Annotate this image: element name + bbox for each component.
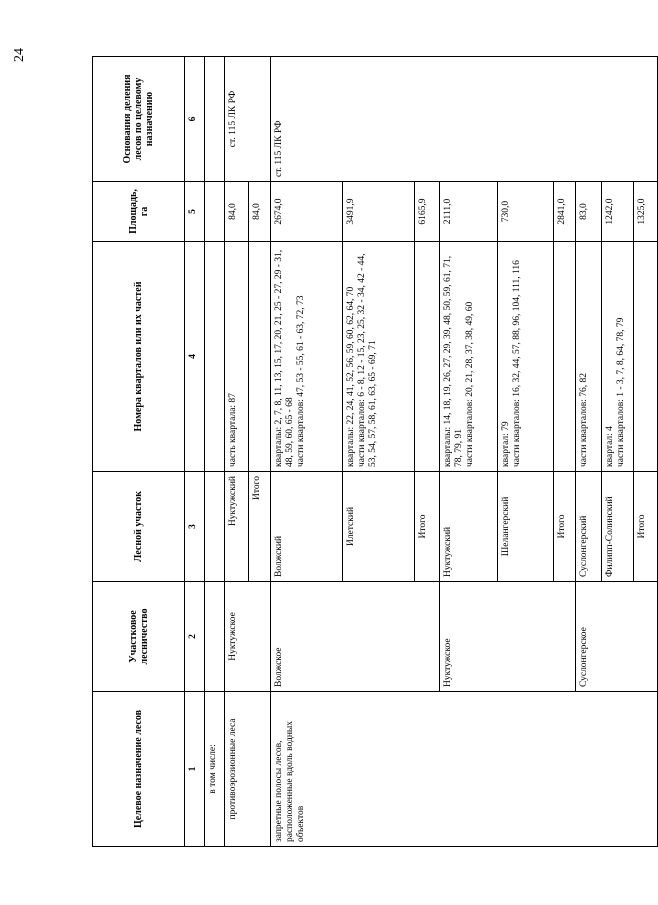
page-number: 24 bbox=[12, 48, 27, 62]
quarters-cell bbox=[498, 242, 554, 472]
forest-purpose-table bbox=[92, 56, 658, 847]
site-cell: Нуктужский bbox=[440, 472, 498, 582]
quarters-cell bbox=[440, 242, 498, 472]
forestry-cell: Нуктужское bbox=[440, 582, 576, 692]
rotated-table-wrapper bbox=[92, 57, 647, 847]
table-row bbox=[271, 57, 343, 847]
total-area: 6165,9 bbox=[415, 182, 440, 242]
quarters-cell bbox=[343, 242, 415, 472]
column-number: 6 bbox=[185, 57, 205, 182]
basis-cell: ст. 115 ЛК РФ bbox=[225, 57, 271, 182]
area-cell: 2674,0 bbox=[271, 182, 343, 242]
purpose-cell: запретные полосы лесов, расположенные вдоль водных объектов bbox=[271, 692, 658, 847]
site-cell: Филипп-Солинский bbox=[602, 472, 634, 582]
quarters-line: кварталы: 14, 18, 19, 26, 27, 29, 39, 48, 50, 59, 61, 71, 78, 79, 91 bbox=[443, 255, 464, 467]
basis-cell: ст. 115 ЛК РФ bbox=[271, 57, 658, 182]
table-row bbox=[225, 57, 249, 847]
site-cell: Волжский bbox=[271, 472, 343, 582]
column-number: 4 bbox=[185, 242, 205, 472]
quarters-line: части кварталов: 20, 21, 28, 37, 38, 49, 60 bbox=[465, 301, 475, 467]
column-number: 3 bbox=[185, 472, 205, 582]
area-cell: 83,0 bbox=[576, 182, 602, 242]
site-cell: Шелангерский bbox=[498, 472, 554, 582]
column-number-row bbox=[185, 57, 205, 847]
forestry-cell: Нуктужское bbox=[225, 582, 271, 692]
header-purpose: Целевое назначение лесов bbox=[93, 692, 185, 847]
area-cell: 2111,0 bbox=[440, 182, 498, 242]
total-area: 2841,0 bbox=[554, 182, 576, 242]
header-area: Площадь, га bbox=[93, 182, 185, 242]
header-quarters: Номера кварталов или их частей bbox=[93, 242, 185, 472]
total-label: Итого bbox=[249, 472, 271, 582]
quarters-cell: часть квартала: 87 bbox=[225, 242, 249, 472]
quarters-line: части кварталов: 47, 53 - 55, 61 - 63, 72, 73 bbox=[296, 295, 306, 467]
forestry-cell: Волжское bbox=[271, 582, 440, 692]
area-cell: 3491,9 bbox=[343, 182, 415, 242]
quarters-cell bbox=[602, 242, 634, 472]
including-label: в том числе: bbox=[205, 692, 225, 847]
header-site: Лесной участок bbox=[93, 472, 185, 582]
column-number: 5 bbox=[185, 182, 205, 242]
quarters-line: части кварталов: 16, 32, 44, 57, 88, 96, 104, 111, 116 bbox=[512, 260, 522, 467]
total-area: 84,0 bbox=[249, 182, 271, 242]
site-cell: Илетский bbox=[343, 472, 415, 582]
total-label: Итого bbox=[554, 472, 576, 582]
area-cell: 84,0 bbox=[225, 182, 249, 242]
area-cell: 1242,0 bbox=[602, 182, 634, 242]
quarters-line: кварталы: 22, 24, 41, 52, 56, 59, 60, 62, 64, 70 bbox=[346, 286, 356, 467]
total-area: 1325,0 bbox=[634, 182, 658, 242]
quarters-line: части кварталов: 1 - 3, 7, 8, 64, 78, 79 bbox=[616, 317, 626, 467]
header-basis: Основания деления лесов по целевому назначению bbox=[93, 57, 185, 182]
total-label: Итого bbox=[634, 472, 658, 582]
area-cell: 730,0 bbox=[498, 182, 554, 242]
column-number: 2 bbox=[185, 582, 205, 692]
header-row bbox=[93, 57, 185, 847]
site-cell: Нуктужский bbox=[225, 472, 249, 582]
purpose-cell: противоэрозионные леса bbox=[225, 692, 271, 847]
quarters-line: кварталы: 2, 7, 8, 11, 13, 15, 17, 20, 21, 25 - 27, 29 - 31, 48, 59, 60, 65 - 68 bbox=[274, 249, 295, 467]
header-forestry: Участковое лесничество bbox=[93, 582, 185, 692]
quarters-line: части кварталов: 6 - 8, 12 - 15, 23, 25, 32 - 34, 42 - 44, 53, 54, 57, 58, 61, 63, 65 - 69, 71 bbox=[357, 253, 378, 467]
including-row bbox=[205, 57, 225, 847]
quarters-line: квартал: 4 bbox=[605, 426, 615, 467]
forestry-cell: Суслонгерское bbox=[576, 582, 658, 692]
quarters-line: квартал: 79 bbox=[501, 421, 511, 467]
column-number: 1 bbox=[185, 692, 205, 847]
quarters-cell: части кварталов: 76, 82 bbox=[576, 242, 602, 472]
quarters-cell bbox=[271, 242, 343, 472]
total-label: Итого bbox=[415, 472, 440, 582]
site-cell: Суслонгерский bbox=[576, 472, 602, 582]
